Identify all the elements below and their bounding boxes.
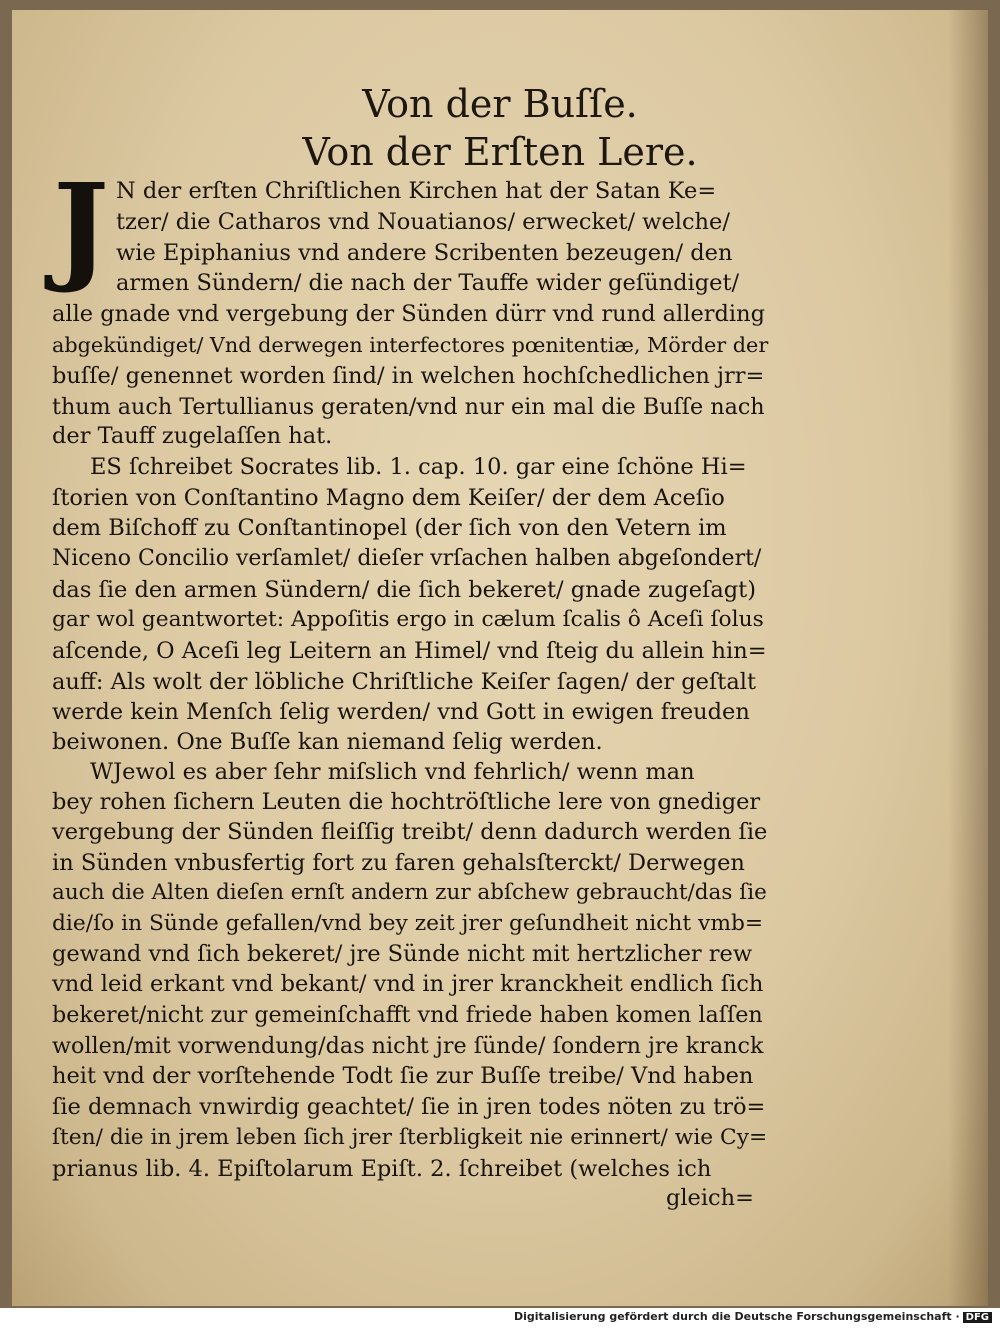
text-line: auch die Alten dieſen ernſt andern zur abſchew gebraucht/das ſie: [52, 880, 767, 905]
text-line: auff: Als wolt der löbliche Chriſtliche Keiſer ſagen/ der geſtalt: [52, 669, 756, 695]
text-line: die/ſo in Sünde gefallen/vnd bey zeit jrer geſundheit nicht vmb=: [52, 911, 764, 936]
text-line: gar wol geantwortet: Appoſitis ergo in cælum ſcalis ô Aceſi ſolus: [52, 607, 764, 632]
text-line: heit vnd der vorſtehende Todt ſie zur Buſſe treibe/ Vnd haben: [52, 1063, 754, 1089]
text-line: bekeret/nicht zur gemeinſchafft vnd friede haben komen laſſen: [52, 1002, 763, 1028]
section-title: Von der Erſten Lere.: [302, 130, 698, 174]
text-line: prianus lib. 4. Epiſtolarum Epiſt. 2. ſchreibet (welches ich: [52, 1156, 712, 1182]
text-line: wie Epiphanius vnd andere Scribenten bezeugen/ den: [116, 240, 733, 266]
text-line: gleich=: [665, 1185, 754, 1211]
text-line: dem Biſchoff zu Conſtantinopel (der ſich von den Vetern im: [52, 515, 727, 541]
text-line: alle gnade vnd vergebung der Sünden dürr vnd rund allerding: [52, 301, 766, 327]
page-title: Von der Buſſe.: [362, 82, 638, 126]
text-line: vnd leid erkant vnd bekant/ vnd in jrer kranckheit endlich ſich: [52, 971, 764, 997]
text-line: vergebung der Sünden fleiſſig treibt/ denn dadurch werden ſie: [52, 819, 768, 845]
text-line: das ſie den armen Sündern/ die ſich bekeret/ gnade zugeſagt): [52, 577, 756, 603]
text-line: gewand vnd ſich bekeret/ jre Sünde nicht mit hertzlicher rew: [52, 941, 753, 967]
text-line: beiwonen. One Buſſe kan niemand ſelig werden.: [52, 729, 603, 755]
text-line: armen Sündern/ die nach der Tauffe wider geſündiget/: [116, 270, 740, 296]
text-line: thum auch Tertullianus geraten/vnd nur ein mal die Buſſe nach: [52, 394, 765, 420]
text-line: buſſe/ genennet worden ſind/ in welchen hochſchedlichen jrr=: [52, 363, 765, 389]
text-line: ſtorien von Conſtantino Magno dem Keiſer/ der dem Aceſio: [52, 485, 725, 511]
drop-cap: J: [53, 157, 109, 296]
text-line: ſie demnach vnwirdig geachtet/ ſie in jren todes nöten zu trö=: [52, 1094, 766, 1120]
text-line: wollen/mit vorwendung/das nicht jre ſünde/ ſondern jre kranck: [52, 1033, 764, 1059]
text-line: werde kein Menſch ſelig werden/ vnd Gott in ewigen freuden: [52, 699, 750, 725]
dfg-logo: DFG: [963, 1312, 992, 1323]
text-line: WJewol es aber ſehr miſslich vnd fehrlich/ wenn man: [90, 759, 695, 785]
credit-text: Digitalisierung gefördert durch die Deutsche Forschungsgemeinschaft ·: [513, 1310, 960, 1323]
digitization-credit: [514, 1310, 992, 1323]
text-line: Niceno Concilio verſamlet/ dieſer vrſachen halben abgeſondert/: [52, 546, 762, 571]
text-line: aſcende, O Aceſi leg Leitern an Himel/ vnd ſteig du allein hin=: [52, 638, 767, 664]
text-line: in Sünden vnbusfertig fort zu faren gehalsſterckt/ Derwegen: [52, 850, 745, 876]
text-line: abgekündiget/ Vnd derwegen interfectores pœnitentiæ, Mörder der: [52, 333, 769, 357]
text-line: bey rohen ſichern Leuten die hochtröſtliche lere von gnediger: [52, 789, 761, 815]
page-gutter-shadow: [948, 10, 988, 1306]
text-line: N der erſten Chriſtlichen Kirchen hat der Satan Ke=: [116, 178, 717, 204]
text-line: ſten/ die in jrem leben ſich jrer ſterbligkeit nie erinnert/ wie Cy=: [52, 1125, 768, 1150]
text-line: ES ſchreibet Socrates lib. 1. cap. 10. gar eine ſchöne Hi=: [90, 454, 747, 480]
text-line: tzer/ die Catharos vnd Nouatianos/ erwecket/ welche/: [116, 209, 730, 235]
text-line: der Tauff zugelaſſen hat.: [52, 423, 333, 449]
